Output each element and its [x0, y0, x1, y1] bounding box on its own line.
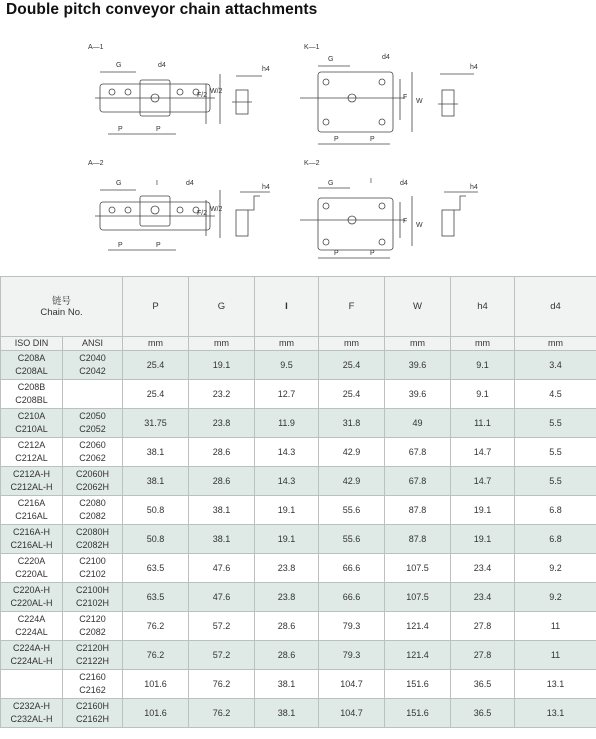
- value-h4: 14.7: [451, 438, 515, 467]
- ansi-cell: [63, 467, 123, 496]
- value-d4: 6.8: [515, 496, 596, 525]
- table-units-row: [1, 337, 596, 351]
- value-h4: 19.1: [451, 496, 515, 525]
- ansi-cell: [63, 699, 123, 728]
- value-d4: 9.2: [515, 554, 596, 583]
- unit-f: mm: [319, 337, 385, 351]
- value-d4: 9.2: [515, 583, 596, 612]
- drawing-a2-front: [95, 190, 223, 250]
- iso-code: C210A: [17, 411, 46, 421]
- dim-g-a2: G: [116, 180, 122, 187]
- value-d4: 6.8: [515, 525, 596, 554]
- value-f: 42.9: [319, 467, 385, 496]
- value-w: 39.6: [385, 380, 451, 409]
- dim-p-k2-right: P: [370, 250, 375, 257]
- value-w: 107.5: [385, 583, 451, 612]
- drawing-k1-front: [300, 66, 412, 144]
- iso-code: C208AL: [15, 366, 48, 376]
- dim-h4-k2: h4: [470, 184, 478, 191]
- dim-f-k2: F: [403, 218, 408, 225]
- value-f: 31.8: [319, 409, 385, 438]
- iso-cell: [1, 670, 63, 699]
- value-i: 14.3: [255, 467, 319, 496]
- table-row: [1, 670, 596, 699]
- drawing-label-a2: A—2: [88, 160, 104, 167]
- dim-p-k2-left: P: [334, 250, 339, 257]
- value-f: 79.3: [319, 612, 385, 641]
- ansi-code: C2100: [79, 556, 106, 566]
- ansi-code: C2062: [79, 453, 106, 463]
- ansi-code: C2052: [79, 424, 106, 434]
- ansi-cell: [63, 351, 123, 380]
- dim-w2-a1: W/2: [210, 88, 223, 95]
- table-row: [1, 583, 596, 612]
- iso-code: C232A-H: [12, 701, 50, 711]
- value-f: 55.6: [319, 525, 385, 554]
- iso-cell: [1, 699, 63, 728]
- ansi-code: C2102: [79, 569, 106, 579]
- table-row: [1, 699, 596, 728]
- dim-g-a1: G: [116, 62, 122, 69]
- value-f: 25.4: [319, 380, 385, 409]
- iso-code: C232AL-H: [10, 714, 53, 724]
- value-w: 107.5: [385, 554, 451, 583]
- iso-code: C210AL: [15, 424, 48, 434]
- value-i: 38.1: [255, 699, 319, 728]
- value-i: 19.1: [255, 525, 319, 554]
- value-w: 39.6: [385, 351, 451, 380]
- value-f: 25.4: [319, 351, 385, 380]
- dim-d4-a1: d4: [158, 62, 166, 69]
- iso-code: C208A: [17, 353, 46, 363]
- value-i: 19.1: [255, 496, 319, 525]
- value-h4: 36.5: [451, 699, 515, 728]
- col-header-p: P: [123, 277, 189, 337]
- ansi-code: C2082: [79, 511, 106, 521]
- ansi-code: C2042: [79, 366, 106, 376]
- dim-g-k2: G: [328, 180, 334, 187]
- dim-h4-k1: h4: [470, 64, 478, 71]
- value-g: 38.1: [189, 496, 255, 525]
- value-p: 38.1: [123, 467, 189, 496]
- value-f: 66.6: [319, 554, 385, 583]
- value-w: 121.4: [385, 612, 451, 641]
- value-h4: 14.7: [451, 467, 515, 496]
- table-row: [1, 641, 596, 670]
- value-p: 50.8: [123, 496, 189, 525]
- value-h4: 36.5: [451, 670, 515, 699]
- iso-cell: [1, 438, 63, 467]
- iso-cell: [1, 641, 63, 670]
- drawing-label-a1: A—1: [88, 44, 104, 51]
- ansi-cell: [63, 438, 123, 467]
- iso-din-header: ISO DIN: [1, 337, 63, 351]
- value-h4: 11.1: [451, 409, 515, 438]
- iso-code: C208BL: [15, 395, 48, 405]
- value-w: 67.8: [385, 438, 451, 467]
- value-d4: 3.4: [515, 351, 596, 380]
- value-d4: 5.5: [515, 409, 596, 438]
- ansi-code: C2080: [79, 498, 106, 508]
- value-p: 76.2: [123, 641, 189, 670]
- col-header-g: G: [189, 277, 255, 337]
- ansi-code: C2160H: [75, 701, 110, 711]
- table-row: [1, 438, 596, 467]
- value-p: 101.6: [123, 670, 189, 699]
- value-w: 49: [385, 409, 451, 438]
- value-h4: 23.4: [451, 583, 515, 612]
- ansi-code: C2162: [79, 685, 106, 695]
- dim-f2-a2: F/2: [197, 210, 208, 217]
- ansi-cell: [63, 380, 123, 409]
- iso-cell: [1, 380, 63, 409]
- ansi-code: C2160: [79, 672, 106, 682]
- value-i: 23.8: [255, 583, 319, 612]
- unit-w: mm: [385, 337, 451, 351]
- value-p: 76.2: [123, 612, 189, 641]
- value-p: 25.4: [123, 351, 189, 380]
- iso-code: C208B: [17, 382, 46, 392]
- iso-code: C216A-H: [12, 527, 50, 537]
- value-i: 11.9: [255, 409, 319, 438]
- table-header-row: [1, 277, 596, 337]
- dim-p-a1-right: P: [156, 126, 161, 133]
- iso-cell: [1, 612, 63, 641]
- drawing-label-k2: K—2: [304, 160, 320, 167]
- value-h4: 27.8: [451, 612, 515, 641]
- drawing-label-k1: K—1: [304, 44, 320, 51]
- value-p: 25.4: [123, 380, 189, 409]
- table-row: [1, 525, 596, 554]
- value-h4: 19.1: [451, 525, 515, 554]
- ansi-code: C2050: [79, 411, 106, 421]
- technical-drawings: [0, 24, 596, 270]
- table-row: [1, 467, 596, 496]
- iso-code: C216A: [17, 498, 46, 508]
- iso-code: C220AL: [15, 569, 48, 579]
- chain-no-header: [1, 277, 123, 337]
- col-header-w: W: [385, 277, 451, 337]
- value-p: 38.1: [123, 438, 189, 467]
- value-w: 121.4: [385, 641, 451, 670]
- dim-p-k1-right: P: [370, 136, 375, 143]
- dim-p-a2-left: P: [118, 242, 123, 249]
- dim-w-k1: W: [416, 98, 423, 105]
- dim-d4-k1: d4: [382, 54, 390, 61]
- iso-code: C220A: [17, 556, 46, 566]
- dim-h4-a2: h4: [262, 184, 270, 191]
- value-i: 23.8: [255, 554, 319, 583]
- iso-code: C220A-H: [12, 585, 50, 595]
- value-g: 47.6: [189, 583, 255, 612]
- value-h4: 9.1: [451, 351, 515, 380]
- dim-w2-a2: W/2: [210, 206, 223, 213]
- table-row: [1, 351, 596, 380]
- value-g: 23.8: [189, 409, 255, 438]
- value-g: 23.2: [189, 380, 255, 409]
- ansi-code: C2100H: [75, 585, 110, 595]
- value-i: 38.1: [255, 670, 319, 699]
- value-w: 87.8: [385, 525, 451, 554]
- ansi-code: C2062H: [75, 482, 110, 492]
- iso-cell: [1, 409, 63, 438]
- chain-no-en: Chain No.: [40, 306, 83, 318]
- unit-d4: mm: [515, 337, 596, 351]
- iso-cell: [1, 525, 63, 554]
- value-w: 151.6: [385, 670, 451, 699]
- iso-code: C224A: [17, 614, 46, 624]
- ansi-cell: [63, 583, 123, 612]
- iso-code: C224AL: [15, 627, 48, 637]
- dim-h4-a1: h4: [262, 66, 270, 73]
- drawing-k2-side: [442, 192, 478, 236]
- iso-cell: [1, 583, 63, 612]
- table-row: [1, 496, 596, 525]
- value-g: 19.1: [189, 351, 255, 380]
- iso-code: C216AL: [15, 511, 48, 521]
- table-row: [1, 554, 596, 583]
- value-h4: 9.1: [451, 380, 515, 409]
- col-header-d4: d4: [515, 277, 596, 337]
- value-w: 87.8: [385, 496, 451, 525]
- iso-cell: [1, 554, 63, 583]
- dim-w-k2: W: [416, 222, 423, 229]
- drawing-a2-side: [236, 192, 270, 236]
- dim-f2-a1: F/2: [197, 92, 208, 99]
- ansi-code: C2060H: [75, 469, 110, 479]
- value-i: 12.7: [255, 380, 319, 409]
- ansi-cell: [63, 612, 123, 641]
- ansi-header: ANSI: [63, 337, 123, 351]
- table-row: [1, 409, 596, 438]
- ansi-code: C2040: [79, 353, 106, 363]
- value-i: 14.3: [255, 438, 319, 467]
- page-title: Double pitch conveyor chain attachments: [6, 1, 318, 18]
- value-g: 76.2: [189, 670, 255, 699]
- table-row: [1, 612, 596, 641]
- value-i: 9.5: [255, 351, 319, 380]
- value-p: 50.8: [123, 525, 189, 554]
- value-g: 28.6: [189, 438, 255, 467]
- value-g: 38.1: [189, 525, 255, 554]
- value-g: 57.2: [189, 612, 255, 641]
- iso-code: C212AL-H: [10, 482, 53, 492]
- chain-no-cn: 链号: [51, 295, 71, 307]
- drawing-k2-front: [300, 188, 412, 258]
- iso-code: C216AL-H: [10, 540, 53, 550]
- unit-i: mm: [255, 337, 319, 351]
- iso-code: C212A: [17, 440, 46, 450]
- ansi-code: C2060: [79, 440, 106, 450]
- value-f: 55.6: [319, 496, 385, 525]
- value-g: 57.2: [189, 641, 255, 670]
- ansi-code: C2120H: [75, 643, 110, 653]
- iso-cell: [1, 496, 63, 525]
- unit-h4: mm: [451, 337, 515, 351]
- col-header-i: I: [255, 277, 319, 337]
- drawing-a1-front: [95, 72, 223, 134]
- iso-code: C224A-H: [12, 643, 50, 653]
- col-header-h4: h4: [451, 277, 515, 337]
- value-f: 42.9: [319, 438, 385, 467]
- iso-code: C212A-H: [12, 469, 50, 479]
- value-p: 63.5: [123, 583, 189, 612]
- value-d4: 4.5: [515, 380, 596, 409]
- value-w: 151.6: [385, 699, 451, 728]
- table-row: [1, 380, 596, 409]
- dim-p-k1-left: P: [334, 136, 339, 143]
- iso-cell: [1, 351, 63, 380]
- iso-code: C212AL: [15, 453, 48, 463]
- value-g: 47.6: [189, 554, 255, 583]
- ansi-cell: [63, 409, 123, 438]
- value-f: 79.3: [319, 641, 385, 670]
- value-i: 28.6: [255, 612, 319, 641]
- dim-i-a2: I: [156, 180, 158, 187]
- ansi-cell: [63, 641, 123, 670]
- ansi-code: C2082: [79, 627, 106, 637]
- dim-d4-a2: d4: [186, 180, 194, 187]
- value-h4: 23.4: [451, 554, 515, 583]
- value-p: 31.75: [123, 409, 189, 438]
- value-g: 28.6: [189, 467, 255, 496]
- ansi-code: C2162H: [75, 714, 110, 724]
- ansi-cell: [63, 670, 123, 699]
- col-header-f: F: [319, 277, 385, 337]
- value-f: 104.7: [319, 699, 385, 728]
- value-d4: 13.1: [515, 699, 596, 728]
- dim-i-k2: I: [370, 178, 372, 185]
- value-d4: 11: [515, 641, 596, 670]
- ansi-code: C2082H: [75, 540, 110, 550]
- dim-f-k1: F: [403, 94, 408, 101]
- unit-g: mm: [189, 337, 255, 351]
- value-i: 28.6: [255, 641, 319, 670]
- iso-code: C224AL-H: [10, 656, 53, 666]
- ansi-cell: [63, 496, 123, 525]
- value-d4: 13.1: [515, 670, 596, 699]
- ansi-cell: [63, 525, 123, 554]
- value-d4: 5.5: [515, 467, 596, 496]
- drawing-a1-side: [232, 76, 262, 114]
- iso-cell: [1, 467, 63, 496]
- value-p: 63.5: [123, 554, 189, 583]
- ansi-code: C2080H: [75, 527, 110, 537]
- ansi-code: C2120: [79, 614, 106, 624]
- value-w: 67.8: [385, 467, 451, 496]
- value-p: 101.6: [123, 699, 189, 728]
- dim-d4-k2: d4: [400, 180, 408, 187]
- value-f: 66.6: [319, 583, 385, 612]
- value-f: 104.7: [319, 670, 385, 699]
- value-d4: 5.5: [515, 438, 596, 467]
- value-d4: 11: [515, 612, 596, 641]
- drawings-svg: [0, 24, 596, 270]
- value-h4: 27.8: [451, 641, 515, 670]
- dim-p-a2-right: P: [156, 242, 161, 249]
- value-g: 76.2: [189, 699, 255, 728]
- spec-table: [0, 276, 596, 728]
- unit-p: mm: [123, 337, 189, 351]
- ansi-code: C2102H: [75, 598, 110, 608]
- dim-g-k1: G: [328, 56, 334, 63]
- drawing-k1-side: [438, 74, 474, 116]
- dim-p-a1-left: P: [118, 126, 123, 133]
- ansi-code: C2122H: [75, 656, 110, 666]
- iso-code: C220AL-H: [10, 598, 53, 608]
- ansi-cell: [63, 554, 123, 583]
